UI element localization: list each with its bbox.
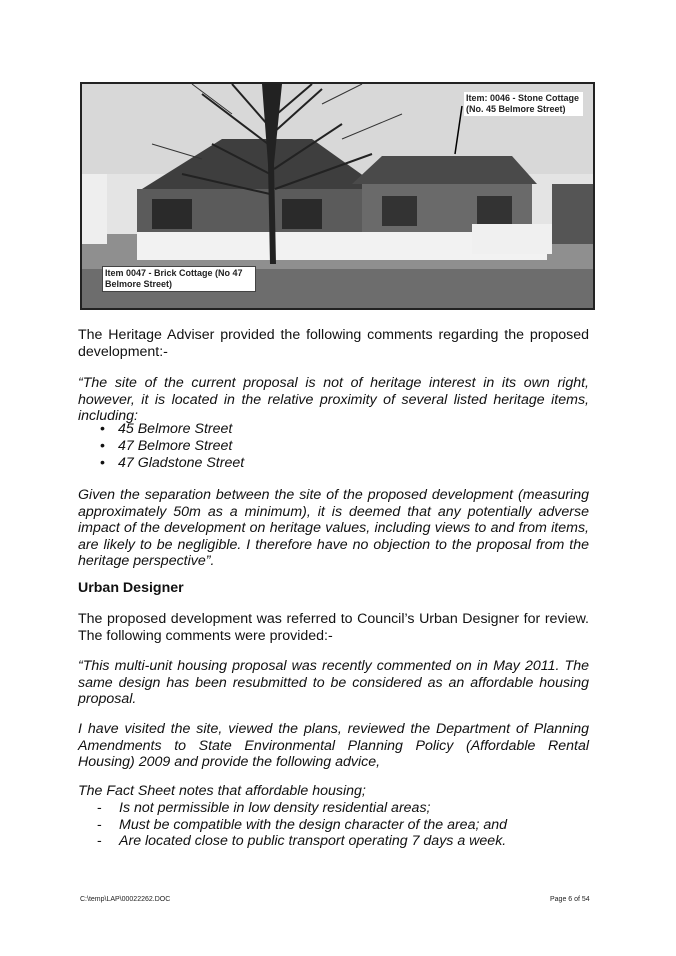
urban-intro: The proposed development was referred to Council’s Urban Designer for review. The following comments were provided:-	[78, 611, 589, 644]
list-item: • 45 Belmore Street	[100, 421, 233, 437]
list-item: - Is not permissible in low density residential areas;	[97, 800, 431, 816]
callout-brick-cottage: Item 0047 - Brick Cottage (No 47 Belmore Street)	[102, 266, 256, 292]
list-item: • 47 Belmore Street	[100, 438, 233, 454]
urban-quote-1: “This multi-unit housing proposal was recently commented on in May 2011. The same design has been resubmitted to be considered as an affordable housing proposal.	[78, 658, 589, 708]
list-item: - Must be compatible with the design character of the area; and	[97, 816, 508, 833]
dash-icon: -	[97, 833, 102, 850]
dash-icon: -	[97, 800, 102, 816]
heritage-quote-2: Given the separation between the site of the proposed development (measuring approximately 50m as a minimum), it is deemed that any potentially adverse impact of the development on heritage values, including views to and from items, are likely to be negligible. I therefore have no objection to the proposal from the heritage perspective”.	[78, 487, 589, 570]
fact-sheet-list	[78, 800, 589, 850]
footer-file-path: C:\temp\LAP\00022262.DOC	[80, 896, 171, 903]
heritage-items-list	[78, 421, 589, 472]
bullet-icon: •	[100, 438, 105, 454]
heritage-intro: The Heritage Adviser provided the following comments regarding the proposed development:-	[78, 327, 589, 360]
heritage-quote-1: “The site of the current proposal is not of heritage interest in its own right, however, it is located in the relative proximity of several listed heritage items, including:	[78, 375, 589, 425]
bullet-icon: •	[100, 455, 105, 471]
footer-page-number: Page 6 of 54	[550, 896, 590, 903]
fact-sheet-intro: The Fact Sheet notes that affordable housing;	[78, 783, 366, 799]
list-item: • 47 Gladstone Street	[100, 455, 245, 471]
callout-stone-cottage: Item: 0046 - Stone Cottage (No. 45 Belmore Street)	[464, 92, 583, 116]
urban-quote-2: I have visited the site, viewed the plans, reviewed the Department of Planning Amendments to State Environmental Planning Policy (Affordable Rental Housing) 2009 and provide the following advice,	[78, 721, 589, 771]
heritage-photo	[80, 82, 595, 310]
list-item: - Are located close to public transport operating 7 days a week.	[97, 833, 507, 850]
bullet-icon: •	[100, 421, 105, 437]
dash-icon: -	[97, 816, 102, 833]
urban-designer-heading: Urban Designer	[78, 580, 184, 596]
